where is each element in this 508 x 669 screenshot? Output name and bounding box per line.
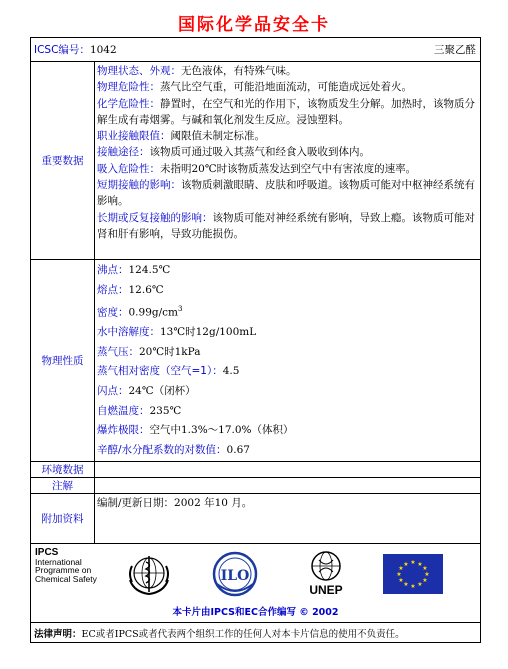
unep-logo-icon	[301, 548, 351, 602]
who-logo-icon	[126, 552, 172, 598]
property-item: 水中溶解度：13℃时12g/100mL	[97, 326, 257, 339]
chemical-name: 三聚乙醛	[434, 44, 477, 56]
svg-text:★: ★	[410, 559, 416, 567]
svg-text:★: ★	[424, 571, 430, 579]
property-item: 蒸气相对密度（空气=1）：4.5	[97, 365, 240, 378]
important-item: 物理状态、外观：无色液体，有特殊气味。	[97, 65, 297, 77]
property-item: 熔点：12.6℃	[97, 283, 164, 296]
property-item: 沸点：124.5℃	[97, 264, 171, 276]
important-data-content	[95, 62, 481, 260]
svg-text:★: ★	[422, 565, 428, 573]
additional-row	[31, 494, 481, 544]
environment-label: 环境数据	[31, 462, 95, 478]
icsc-label: ICSC编号：	[34, 44, 90, 56]
property-item: 自燃温度：235℃	[97, 404, 182, 417]
ipcs-logo-text: IPCS International Programme on Chemical Safety	[35, 547, 97, 584]
environment-content	[95, 462, 481, 478]
svg-text:★: ★	[403, 561, 409, 569]
footer-logos-row	[31, 544, 481, 623]
icsc-number-value: 1042	[89, 44, 117, 56]
svg-text:★: ★	[396, 571, 402, 579]
legal-notice-row	[31, 623, 481, 643]
important-item: 吸入危险性：未指明20℃时该物质蒸发达到空气中有害浓度的速率。	[97, 162, 417, 175]
notes-row	[31, 478, 481, 494]
svg-text:★: ★	[398, 577, 404, 585]
svg-text:★: ★	[422, 577, 428, 585]
physical-properties-row	[31, 260, 481, 462]
property-item: 蒸气压：20℃时1kPa	[97, 345, 201, 358]
additional-content: 编制/更新日期：2002 年10 月。	[95, 494, 481, 544]
svg-text:★: ★	[417, 561, 423, 569]
legal-label: 法律声明：	[34, 628, 82, 640]
notes-content	[95, 478, 481, 494]
logos-panel	[31, 544, 480, 622]
important-item: 化学危险性：静置时，在空气和光的作用下，该物质发生分解。加热时，该物质分解生成有毒烟雾。与碱和氧化剂发生反应。浸蚀塑料。	[97, 97, 475, 126]
notes-label: 注解	[31, 478, 95, 494]
credit-text: 本卡片由IPCS和EC合作编写 © 2002	[172, 607, 339, 619]
legal-notice	[31, 623, 481, 643]
ilo-logo-icon	[211, 550, 259, 598]
safety-card-table	[30, 37, 481, 643]
important-item: 物理危险性：蒸气比空气重，可能沿地面流动，可能造成远处着火。	[97, 81, 412, 94]
header-row	[31, 38, 481, 62]
important-item: 短期接触的影响：该物质刺激眼睛、皮肤和呼吸道。该物质可能对中枢神经系统有影响。	[97, 179, 475, 208]
svg-text:★: ★	[417, 581, 423, 589]
important-item: 接触途径：该物质可通过吸入其蒸气和经食入吸收到体内。	[97, 146, 370, 159]
svg-text:★: ★	[398, 565, 404, 573]
important-data-row	[31, 62, 481, 260]
property-item: 闪点：24℃（闭杯）	[97, 385, 196, 398]
svg-text:ILO: ILO	[220, 568, 250, 585]
physical-properties-content	[95, 260, 481, 462]
property-item: 爆炸极限：空气中1.3%～17.0%（体积）	[97, 424, 294, 437]
svg-text:★: ★	[403, 581, 409, 589]
important-item: 职业接触限值：阈限值未制定标准。	[97, 130, 265, 143]
legal-text: EC或者IPCS或者代表两个组织工作的任何人对本卡片信息的使用不负责任。	[81, 628, 405, 640]
svg-text:★: ★	[410, 583, 416, 591]
property-item: 辛醇/水分配系数的对数值：0.67	[97, 443, 250, 456]
environment-row	[31, 462, 481, 478]
additional-label: 附加资料	[31, 494, 95, 544]
eu-flag-icon	[383, 554, 443, 594]
important-item: 长期或反复接触的影响：该物质可能对神经系统有影响，导致上瘾。该物质可能对肾和肝有影响，导致功能损伤。	[97, 211, 475, 240]
property-item: 密度：$0.99g/cm^3$	[97, 305, 183, 319]
svg-text:UNEP: UNEP	[309, 583, 343, 598]
important-data-label: 重要数据	[31, 62, 95, 260]
card-title: 国际化学品安全卡	[178, 15, 330, 35]
icsc-number	[31, 42, 117, 57]
physical-properties-label: 物理性质	[31, 260, 95, 462]
